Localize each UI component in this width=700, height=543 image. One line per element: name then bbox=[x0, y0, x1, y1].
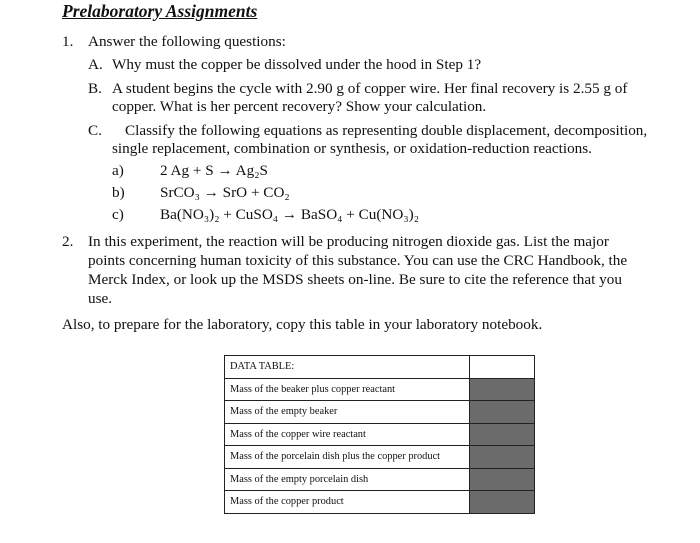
table-row bbox=[225, 491, 535, 514]
q1b-letter: B. bbox=[88, 80, 102, 97]
q2-number: 2. bbox=[62, 233, 74, 250]
q1c-line2: single replacement, combination or synthesis, or oxidation-reduction reactions. bbox=[112, 140, 592, 157]
table-header-cell bbox=[470, 356, 535, 379]
shaded-cell bbox=[470, 423, 535, 446]
q1a-text: Why must the copper be dissolved under the hood in Step 1? bbox=[112, 56, 482, 73]
shaded-cell bbox=[470, 378, 535, 401]
row-label: Mass of the copper product bbox=[225, 491, 470, 514]
q2-line2: points concerning human toxicity of this substance. You can use the CRC Handbook, the bbox=[88, 252, 628, 269]
eq-c-label: c) bbox=[112, 206, 124, 223]
table-header: DATA TABLE: bbox=[225, 356, 470, 379]
q1b-line2: copper. What is her percent recovery? Show your calculation. bbox=[112, 98, 487, 115]
eq-c: Ba(NO₃)₂ + CuSO₄ → BaSO₄ + Cu(NO₃)₂ bbox=[160, 206, 419, 223]
table-row bbox=[225, 468, 535, 491]
q1b-line1: A student begins the cycle with 2.90 g of copper wire. Her final recovery is 2.55 g of bbox=[112, 80, 628, 97]
eq-a: 2 Ag + S → Ag₂S bbox=[160, 162, 268, 179]
data-table bbox=[224, 355, 535, 514]
eq-a-label: a) bbox=[112, 162, 124, 179]
shaded-cell bbox=[470, 468, 535, 491]
row-label: Mass of the empty porcelain dish bbox=[225, 468, 470, 491]
eq-b-label: b) bbox=[112, 184, 125, 201]
q1a-letter: A. bbox=[88, 56, 103, 73]
row-label: Mass of the porcelain dish plus the copper product bbox=[225, 446, 470, 469]
also-instruction: Also, to prepare for the laboratory, copy this table in your laboratory notebook. bbox=[62, 316, 543, 333]
page-title: Prelaboratory Assignments bbox=[62, 1, 258, 21]
eq-b: SrCO₃ → SrO + CO₂ bbox=[160, 184, 290, 201]
table-row bbox=[225, 446, 535, 469]
table-header-row bbox=[225, 356, 535, 379]
q1-number: 1. bbox=[62, 33, 74, 50]
row-label: Mass of the copper wire reactant bbox=[225, 423, 470, 446]
row-label: Mass of the beaker plus copper reactant bbox=[225, 378, 470, 401]
shaded-cell bbox=[470, 491, 535, 514]
q1c-letter: C. bbox=[88, 122, 102, 139]
table-row bbox=[225, 378, 535, 401]
q1c-line1: Classify the following equations as representing double displacement, decomposition, bbox=[125, 122, 648, 139]
shaded-cell bbox=[470, 446, 535, 469]
q2-line4: use. bbox=[88, 290, 113, 307]
row-label: Mass of the empty beaker bbox=[225, 401, 470, 424]
q2-line3: Merck Index, or look up the MSDS sheets on-line. Be sure to cite the reference that you bbox=[88, 271, 622, 288]
table-row bbox=[225, 401, 535, 424]
q2-line1: In this experiment, the reaction will be producing nitrogen dioxide gas. List the major bbox=[88, 233, 609, 250]
q1-text: Answer the following questions: bbox=[88, 33, 286, 50]
table-row bbox=[225, 423, 535, 446]
shaded-cell bbox=[470, 401, 535, 424]
